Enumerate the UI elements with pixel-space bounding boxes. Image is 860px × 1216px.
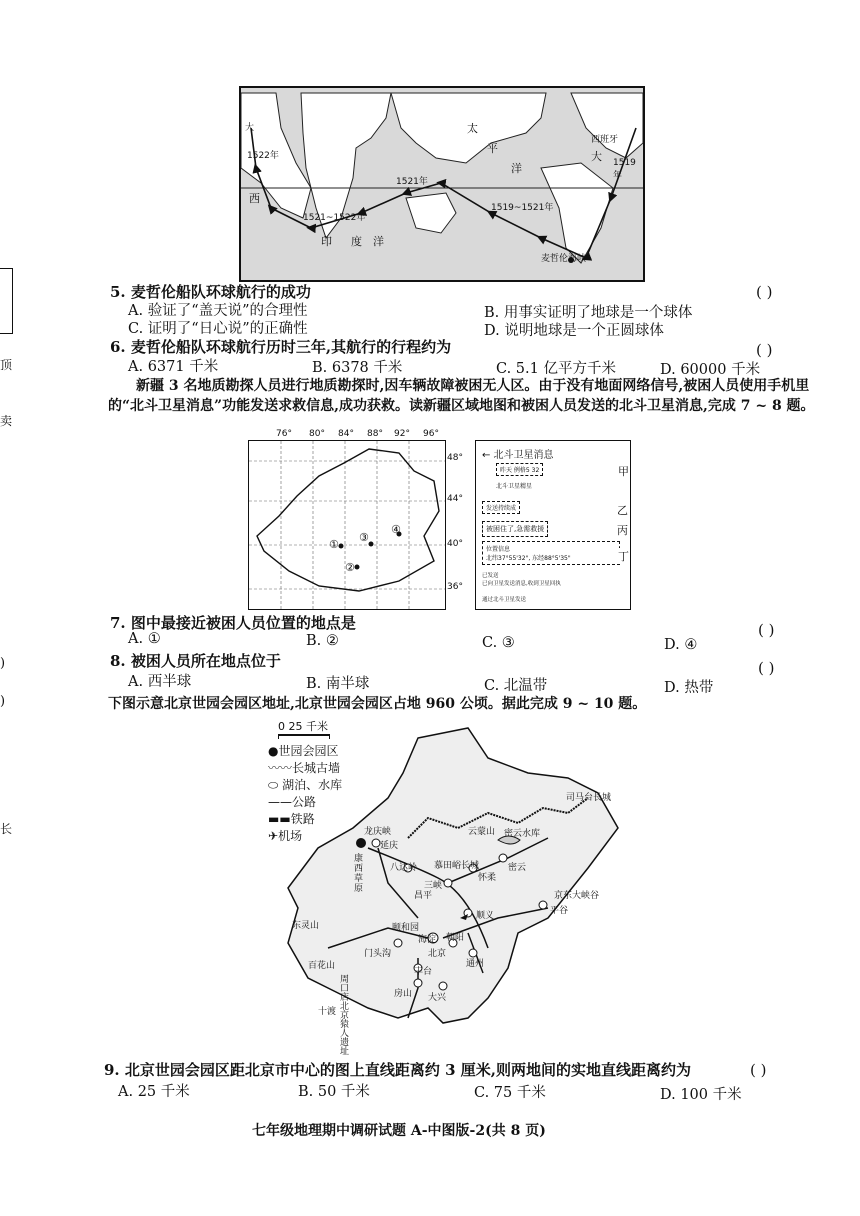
legend-expo-label: 世园会园区 bbox=[278, 744, 339, 758]
lat-44: 44° bbox=[447, 494, 463, 504]
lat-48: 48° bbox=[447, 453, 463, 463]
place-mutianyu: 慕田峪长城 bbox=[434, 861, 480, 871]
legend-lake-icon: ⬭ bbox=[268, 778, 283, 792]
page-footer: 七年级地理期中调研试题 A-中图版-2(共 8 页) bbox=[252, 1123, 546, 1139]
place-kangxi: 康西草原 bbox=[354, 854, 364, 894]
q5-option-d: D. 说明地球是一个正圆球体 bbox=[484, 323, 664, 339]
beidou-sent: 发送持续成 bbox=[482, 501, 520, 514]
lon-88: 88° bbox=[367, 429, 383, 439]
legend-expo-icon: ● bbox=[268, 744, 279, 758]
q7-stem: 7. 图中最接近被困人员位置的地点是 bbox=[110, 614, 356, 632]
tag-jia: 甲 bbox=[618, 465, 629, 478]
lon-92: 92° bbox=[394, 429, 410, 439]
beidou-status-3: 通过北斗卫星发送 bbox=[482, 597, 527, 603]
place-miyun-reservoir: 密云水库 bbox=[504, 829, 541, 839]
place-huairou: 怀柔 bbox=[478, 873, 497, 883]
beidou-msg: 被困住了,急需救援 bbox=[482, 521, 548, 537]
q8-option-b: B. 南半球 bbox=[306, 676, 370, 692]
legend-airport-icon: ✈ bbox=[268, 829, 279, 843]
legend-airport-label: 机场 bbox=[278, 829, 303, 843]
place-beijing: 北京 bbox=[428, 949, 447, 959]
ocean-label-tai: 太 bbox=[467, 122, 478, 135]
ocean-label-da: 大 bbox=[591, 150, 602, 163]
place-fengtai: 丰台 bbox=[414, 967, 433, 977]
legend-road-icon: —— bbox=[268, 795, 292, 809]
beidou-position bbox=[482, 541, 620, 565]
place-shidu: 十渡 bbox=[318, 1007, 337, 1017]
route-year-1522: 1522年 bbox=[247, 151, 279, 161]
q9-option-a: A. 25 千米 bbox=[118, 1084, 190, 1100]
tag-bing: 丙 bbox=[617, 524, 628, 537]
point-3-dot bbox=[369, 542, 374, 547]
q6-option-b: B. 6378 千米 bbox=[312, 360, 403, 376]
margin-box bbox=[0, 268, 13, 334]
place-tongzhou: 通州 bbox=[466, 959, 485, 969]
beidou-sat-label: 北斗卫星精星 bbox=[496, 483, 533, 490]
tag-ding: 丁 bbox=[618, 550, 629, 563]
place-jingdong: 京东大峡谷 bbox=[554, 891, 600, 901]
point-3-label: ③ bbox=[359, 531, 369, 544]
margin-mark-5: 长 bbox=[0, 822, 13, 836]
q9-paren: ( ) bbox=[750, 1061, 767, 1079]
margin-mark-3: ) bbox=[0, 656, 6, 671]
place-yanqing: 延庆 bbox=[380, 841, 399, 851]
q8-paren: ( ) bbox=[758, 659, 775, 677]
q5-paren: ( ) bbox=[756, 283, 773, 301]
q8-option-c: C. 北温带 bbox=[484, 678, 548, 694]
q9-option-c: C. 75 千米 bbox=[474, 1085, 546, 1101]
beijing-scale: 0 25 千米 bbox=[278, 720, 328, 733]
route-year-1521-1522: 1521~1522年 bbox=[303, 213, 366, 223]
point-1-label: ① bbox=[329, 538, 339, 551]
q7-option-a: A. ① bbox=[128, 631, 161, 647]
legend-road-label: 公路 bbox=[292, 795, 317, 809]
q7-paren: ( ) bbox=[758, 621, 775, 639]
ocean-label-ping: 平 bbox=[487, 142, 498, 155]
place-changping: 昌平 bbox=[414, 891, 433, 901]
lon-84: 84° bbox=[338, 429, 354, 439]
place-pinggu: 平谷 bbox=[550, 906, 569, 916]
lon-80: 80° bbox=[309, 429, 325, 439]
place-zhoukoudian: 周口店北京猿人遗址 bbox=[340, 975, 350, 1057]
margin-mark-2: 卖 bbox=[0, 414, 13, 428]
place-longqingxia: 龙庆峡 bbox=[364, 827, 392, 837]
q6-stem: 6. 麦哲伦船队环球航行历时三年,其航行的行程约为 bbox=[110, 338, 452, 356]
ocean-label-yin: 印 bbox=[321, 235, 332, 248]
margin-mark-4: ) bbox=[0, 694, 6, 709]
tag-yi: 乙 bbox=[617, 504, 628, 517]
ocean-label-yang: 洋 bbox=[511, 162, 522, 175]
q6-option-a: A. 6371 千米 bbox=[128, 359, 219, 375]
q5-option-c: C. 证明了“日心说”的正确性 bbox=[128, 321, 308, 337]
route-year-1519: 1519年 bbox=[613, 158, 636, 181]
world-route-map bbox=[239, 86, 645, 282]
intro-q9-10: 下图示意北京世园会园区地址,北京世园会园区占地 960 公顷。据此完成 9 ~ 10 题。 bbox=[108, 696, 647, 712]
place-spain: 西班牙 bbox=[591, 135, 619, 145]
q6-option-c: C. 5.1 亿平方千米 bbox=[496, 361, 616, 377]
point-2-dot bbox=[355, 565, 360, 570]
q7-option-c: C. ③ bbox=[482, 635, 515, 651]
place-mentougou: 门头沟 bbox=[364, 949, 392, 959]
lon-96: 96° bbox=[423, 429, 439, 439]
q5-stem: 5. 麦哲伦船队环球航行的成功 bbox=[110, 283, 311, 301]
place-daxing: 大兴 bbox=[428, 993, 447, 1003]
place-haidian: 海淀 bbox=[418, 935, 437, 945]
place-fangshan: 房山 bbox=[394, 989, 413, 999]
place-simatai: 司马台长城 bbox=[566, 793, 612, 803]
ocean-label-yang2: 洋 bbox=[373, 235, 384, 248]
q8-option-d: D. 热带 bbox=[664, 680, 714, 696]
q7-option-d: D. ④ bbox=[664, 637, 698, 653]
beidou-header: ← 北斗卫星消息 bbox=[482, 450, 554, 461]
q6-option-d: D. 60000 千米 bbox=[660, 362, 761, 378]
point-2-label: ② bbox=[345, 561, 355, 574]
legend-wall-icon: 〰〰 bbox=[268, 761, 293, 775]
margin-mark-1: 顶 bbox=[0, 358, 13, 372]
place-chaoyang: 朝阳 bbox=[446, 933, 465, 943]
place-sanxia: 三峡 bbox=[424, 881, 443, 891]
lat-40: 40° bbox=[447, 539, 463, 549]
point-1-dot bbox=[339, 544, 344, 549]
q6-paren: ( ) bbox=[756, 341, 773, 359]
ocean-label-xi: 西 bbox=[249, 192, 260, 205]
route-year-1519-1521: 1519~1521年 bbox=[491, 203, 554, 213]
beidou-message-panel bbox=[475, 440, 631, 610]
place-badaling: 八达岭 bbox=[390, 863, 418, 873]
q8-option-a: A. 西半球 bbox=[128, 674, 192, 690]
place-da: 大 bbox=[245, 123, 255, 133]
place-shunyi: 顺义 bbox=[476, 911, 495, 921]
q7-option-b: B. ② bbox=[306, 633, 339, 649]
ocean-label-du: 度 bbox=[351, 235, 362, 248]
lat-36: 36° bbox=[447, 582, 463, 592]
place-baihuashan: 百花山 bbox=[308, 961, 336, 971]
beidou-status-1: 已发送 bbox=[482, 573, 499, 579]
q8-stem: 8. 被困人员所在地点位于 bbox=[110, 652, 281, 670]
legend-rail-label: 铁路 bbox=[290, 812, 315, 826]
q9-stem: 9. 北京世园会园区距北京市中心的图上直线距离约 3 厘米,则两地间的实地直线距离约为 bbox=[104, 1061, 691, 1079]
q5-option-a: A. 验证了“盖天说”的合理性 bbox=[128, 303, 308, 319]
q5-option-b: B. 用事实证明了地球是一个球体 bbox=[484, 305, 693, 321]
xinjiang-map bbox=[248, 440, 446, 610]
beidou-pos-title: 位置信息 bbox=[486, 546, 511, 553]
legend-rail-icon: ▬▬ bbox=[268, 812, 291, 826]
legend-lake-label: 湖泊、水库 bbox=[282, 778, 343, 792]
place-magellan-strait: 麦哲伦海峡 bbox=[541, 254, 587, 264]
place-donglingshan: 东灵山 bbox=[292, 921, 320, 931]
beidou-status-2: 已向卫星发送消息,收到卫星回执 bbox=[482, 581, 561, 587]
q9-option-b: B. 50 千米 bbox=[298, 1084, 370, 1100]
q9-option-d: D. 100 千米 bbox=[660, 1087, 742, 1103]
beijing-map bbox=[268, 718, 630, 1057]
place-yunmengshan: 云蒙山 bbox=[468, 827, 496, 837]
route-year-1521: 1521年 bbox=[396, 177, 428, 187]
point-4-label: ④ bbox=[391, 523, 401, 536]
lon-76: 76° bbox=[276, 429, 292, 439]
intro-q7-8: 新疆 3 名地质勘探人员进行地质勘探时,因车辆故障被困无人区。由于没有地面网络信号,被困人员使用手机里的“北斗卫星消息”功能发送求救信息,成功获救。读新疆区域地图和被困人员发送的北斗卫星消息,完成 7 ~ 8 题。 bbox=[108, 378, 815, 414]
beidou-pos-value: 北纬37°55'32", 东经88°5'35" bbox=[486, 555, 571, 562]
beidou-signal: 昨天 例格5 32 bbox=[496, 463, 543, 476]
place-miyun: 密云 bbox=[508, 863, 527, 873]
place-yiheyuan: 颐和园 bbox=[392, 923, 420, 933]
legend-wall-label: 长城古墙 bbox=[292, 761, 341, 775]
